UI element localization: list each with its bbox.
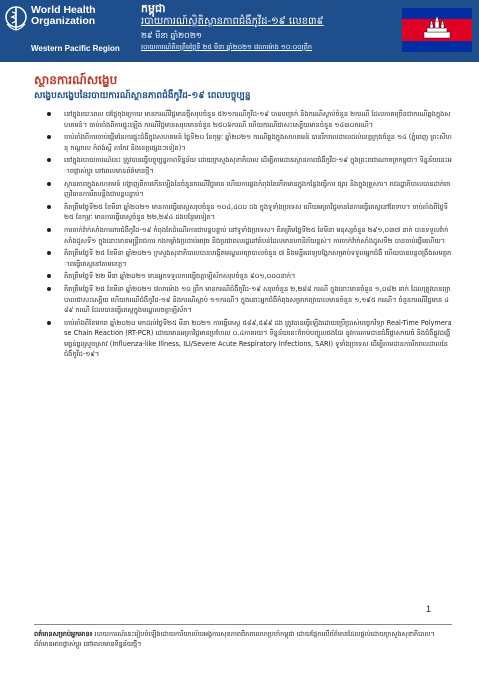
list-item [34, 248, 452, 269]
section-title: ស្ថានការណ៍សង្ខេប [34, 73, 118, 87]
org-name: World Health Organization [31, 4, 96, 27]
page-number: 1 [426, 604, 432, 614]
list-item [34, 318, 452, 360]
bullet-text: នៅក្នុងរយៈពេល ៧ថ្ងៃចុងក្រោយ មានករណីវិជ្ជមានថ្មីសរុបចំនួន ៥២១ករណីកូវីដ-១៩ បានបញ្ជាក់ និងករណីស្លាប់ចំនួន ២ករណី ដែលភាគច្រើនជាករណីឆ្លងក្នុងសហគមន៍។ ចាប់តាំងពីការផ្ទុះឡើង ករណីវិជ្ជមានសរុបមានចំនួន ២៥០៦ករណី ហើយករណីជាសះស្បើយមានចំនួន ១៤៣០ករណី។ [64, 110, 451, 129]
summary-bullet-list [34, 109, 452, 360]
list-item [34, 132, 452, 153]
bullet-icon [47, 228, 51, 232]
list-item [34, 109, 452, 130]
list-item [34, 202, 452, 223]
bullet-icon [47, 205, 51, 209]
org-region: Western Pacific Region [31, 44, 120, 53]
bullet-text: ចាប់តាំងពីការចាប់ផ្តើមនៃការផ្ទុះជំងឺក្នុងសហគមន៍ ថ្ងៃទី២០ ខែកុម្ភៈ ឆ្នាំ២០២១ ករណីឆ្លងក្នុងសហគមន៍ បានរីករាលដាលដល់ខេត្តក្រុងចំនួន ១៤ (ភ្នំពេញ ព្រះសីហនុ កណ្តាល កំពង់ស្ពឺ តាកែវ និងខេត្តផ្សេងៗទៀត)។ [64, 133, 452, 152]
list-item [34, 284, 452, 316]
footer-divider [34, 624, 452, 625]
footer-note [34, 629, 452, 649]
bullet-icon [47, 287, 51, 291]
footer-label: ពត៌មានសម្រាប់អ្នកអាន៖ [34, 630, 93, 638]
bullet-icon [47, 251, 51, 255]
cambodia-flag-icon [402, 8, 472, 52]
bullet-text: នៅក្នុងរបាយការណ៍នេះ ត្រូវបានធ្វើបច្ចុប្បន្នភាពទិន្នន័យ ដោយក្រសួងសុខាភិបាល ដើម្បីតាមដានស្ថានភាពជំងឺកូវីដ-១៩ ក្នុងព្រះរាជាណាចក្រកម្ពុជា។ ទិន្នន័យនេះអាចផ្លាស់ប្តូរ នៅពេលមានព័ត៌មានថ្មី។ [64, 156, 452, 175]
list-item [34, 179, 452, 200]
bullet-text: គិតត្រឹមថ្ងៃទី២៥ ខែមីនា ឆ្នាំ២០២១ មានការធ្វើតេស្តសរុបចំនួន ១០៤,៤០០ ដង ក្នុងទូទាំងប្រទេស ហើយអត្រាវិជ្ជមាននៃការធ្វើតេស្តនៅតែទាប។ ចាប់តាំងពីថ្ងៃទី ២៥ ខែកុម្ភៈ មានការធ្វើតេស្តចំនួន ២២,២៩៤ ដងបន្ថែមទៀត។ [64, 202, 448, 222]
bullet-text: ចាប់តាំងពីខែមករា ឆ្នាំ២០២០ មកដល់ថ្ងៃទី២៥ មីនា ២០២១ ការធ្វើតេស្ត ៥៨៩,៥៩៩ ដង ត្រូវបានធ្វើឡើងដោយប្រើប្រាស់បច្ចេកវិទ្យា Real-Time Polymerase Chain Reaction (RT-PCR) ដោយមានអត្រាវិជ្ជមានប្រហែល ០.៤ភាគរយ។ ទិន្នន័យនេះក៏រាប់បញ្ចូលផងដែរ នូវការតាមដានជំងឺផ្តាសាយធំ និងជំងឺផ្លូវដង្ហើមធ្ងន់ធ្ងរស្រួចស្រាវ (Influenza-like Illness, ILI/Severe Acute Respiratory Infections, SARI) ទូទាំងប្រទេស ដើម្បីតាមដានការរីករាលដាលនៃជំងឺកូវីដ-១៩។ [64, 318, 452, 359]
report-header [0, 0, 479, 62]
bullet-text: ការចាក់វ៉ាក់សាំងការពារជំងឺកូវីដ-១៩ កំពុងតែដំណើរការជាបន្តបន្ទាប់ នៅទូទាំងប្រទេស។ គិតត្រឹមថ្ងៃទី២៥ ខែមីនា មនុស្សចំនួន ២៩១,០៣៧ នាក់ បានទទួលវ៉ាក់សាំងដូសទី១ ក្នុងនោះមានមន្ត្រីរាជការ កងកម្លាំងប្រដាប់អាវុធ និងប្រជាពលរដ្ឋនៅតំបន់ដែលមានហានិភ័យខ្ពស់។ ការចាក់វ៉ាក់សាំងដូសទី២ បានចាប់ផ្តើមហើយ។ [64, 225, 449, 245]
section-subtitle: សង្ខេបសង្ខេបនៃរបាយការណ៍ស្ថានភាពជំងឺកូវីដ-១៩ ពេលបច្ចុប្បន្ន [34, 91, 251, 101]
bullet-text: គិតត្រឹមថ្ងៃទី ២២ មីនា ឆ្នាំ២០២១ មានអ្នកទទួលការធ្វើចត្តាឡីស័កសរុបចំនួន ៩០១,០០០នាក់។ [64, 272, 296, 281]
bullet-text: ស្ថានភាពក្នុងសហគមន៍ បង្ហាញពីការកើនឡើងនៃចំនួនករណីវិជ្ជមាន ហើយការឆ្លងកំពុងតែកើតមានក្នុងកន្លែងធ្វើការ ផ្សារ និងក្នុងគ្រួសារ។ រាជរដ្ឋាភិបាលបានដាក់ចេញវិធានការរឹតបន្តឹងជាបន្តបន្ទាប់។ [64, 179, 451, 199]
list-item [34, 155, 452, 176]
who-emblem-icon [4, 4, 28, 32]
bullet-icon [47, 158, 51, 162]
list-item [34, 225, 452, 246]
bullet-icon [47, 182, 51, 186]
main-content [34, 72, 452, 362]
country-name: កម្ពុជា [141, 2, 166, 15]
report-title: របាយការណ៍ស្ថិតិស្ថានភាពជំងឺកូវីដ-១៩ លេខ៣៩ [141, 16, 324, 27]
bullet-text: គិតត្រឹមថ្ងៃទី ២៥ ខែមីនា ឆ្នាំ២០២១ វេលាម៉ោង ១០ ព្រឹក មានករណីជំងឺកូវីដ-១៩ សរុបចំនួន ២,២៨៨ ករណី ក្នុងនោះមានចំនួន ១,០៨២ នាក់ ដែលត្រូវបានព្យាបាលជាសះស្បើយ ហើយករណីជំងឺកូវីដ-១៩ និងករណីស្លាប់ ១១ករណី។ ក្នុងនោះអ្នកជំងឺកំពុងសម្រាកព្យាបាលមានចំនួន ១,១៩៥ ករណី។ ចំនួនករណីវិជ្ជមាន ៤៨៩ ករណី ដែលបានធ្វើតេស្តក្នុងមណ្ឌលចត្តាឡីស័ក។ [64, 284, 451, 315]
report-period: របាយការណ៍គិតត្រឹមថ្ងៃទី ២៥ មីនា ឆ្នាំ២០២១ វេលាម៉ោង ១០:០០ព្រឹក [141, 43, 312, 51]
header-text-block [141, 2, 391, 52]
bullet-icon [47, 274, 51, 278]
bullet-icon [47, 112, 51, 116]
footer-text: របាយការណ៍នេះរៀបចំឡើងដោយការិយាល័យអង្គការសុខភាពពិភពលោកប្រចាំកម្ពុជា ដោយផ្អែកលើព័ត៌មានដែលផ្តល់ដោយក្រសួងសុខាភិបាល។ ព័ត៌មានអាចផ្លាស់ប្តូរ នៅពេលមានទិន្នន័យថ្មី។ [34, 630, 435, 648]
bullet-icon [47, 135, 51, 139]
report-date: ២៩ មីនា ឆ្នាំ២០២១ [141, 31, 202, 40]
list-item [34, 271, 452, 282]
bullet-icon [47, 321, 51, 325]
bullet-text: គិតត្រឹមថ្ងៃទី ២៥ ខែមីនា ឆ្នាំ២០២១ ក្រសួងសុខាភិបាលបានបង្កើតមណ្ឌលព្យាបាលចំនួន ៧ និងមន្ទីរពេទ្យបង្អែកសម្រាប់ទទួលអ្នកជំងឺ ហើយបានបន្តពង្រឹងសមត្ថភាពធ្វើតេស្តនៅតាមខេត្ត។ [64, 249, 452, 268]
